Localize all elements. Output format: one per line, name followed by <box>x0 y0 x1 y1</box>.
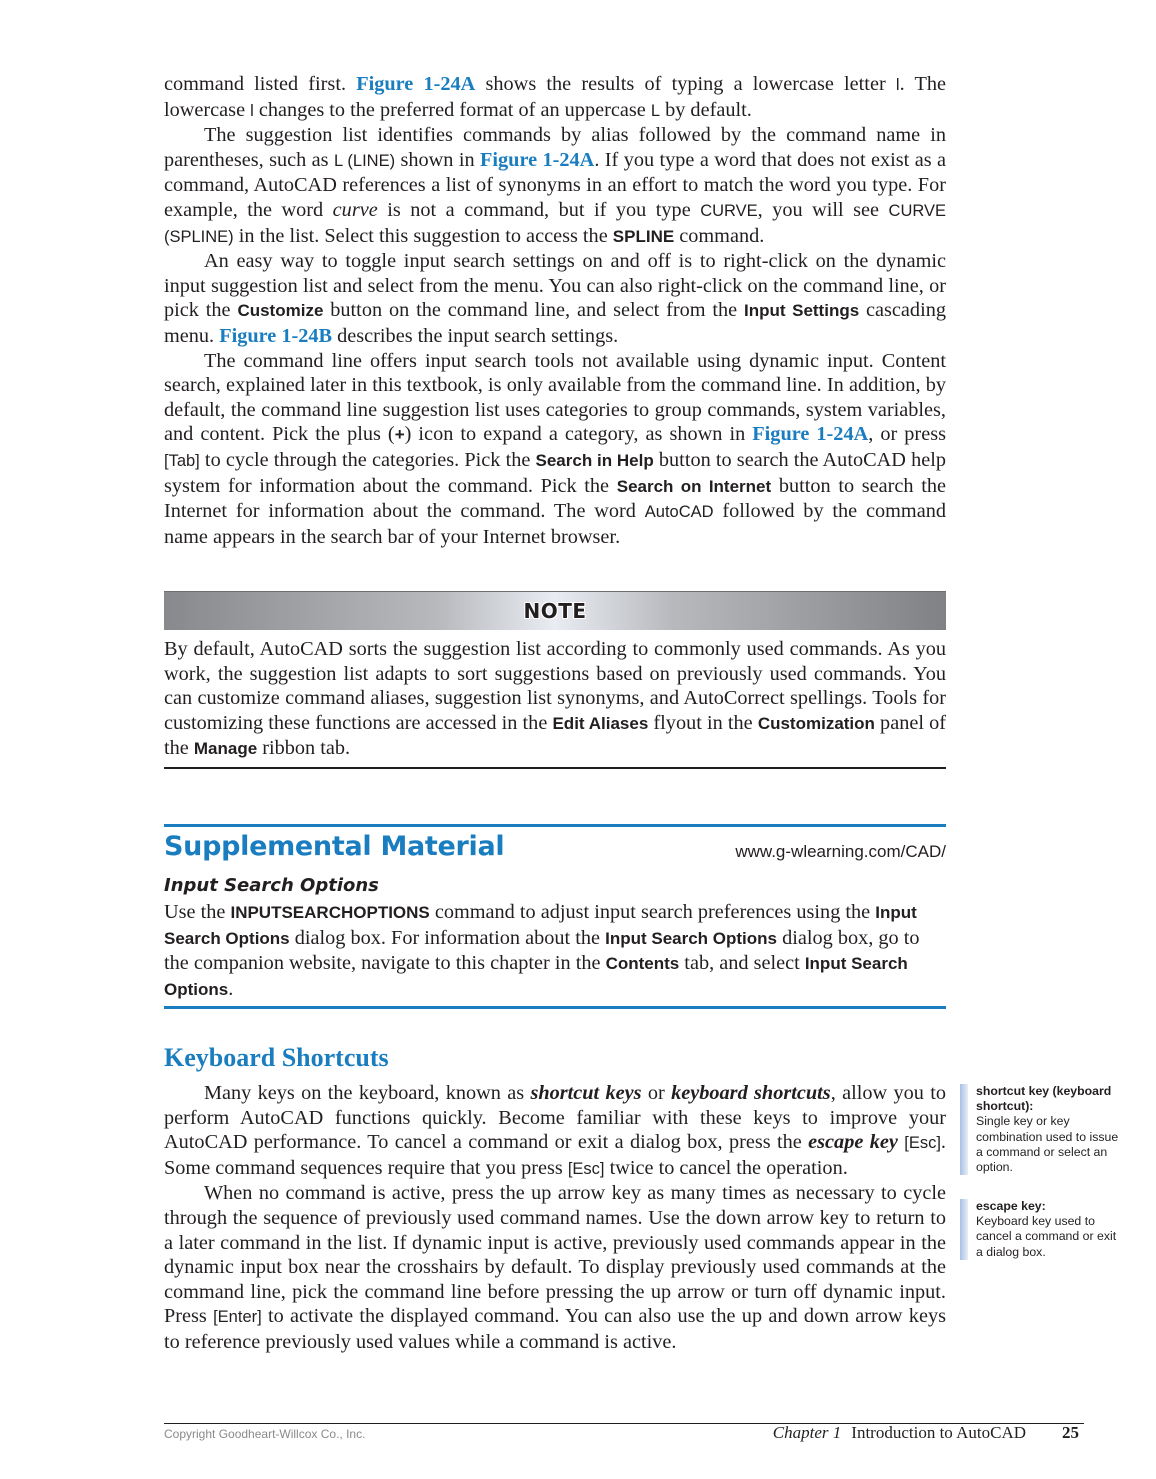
paragraph: An easy way to toggle input search settings on and off is to right-click on the dynamic input suggestion list and select from the menu. You can also right-click on the command line, or pick the Customize button on the command line, and select from the Input Settings cascading menu. Figure 1-24B describes the input search settings. <box>164 250 946 347</box>
margin-note-bar <box>960 1084 968 1175</box>
figure-link[interactable]: Figure 1-24A <box>752 423 869 446</box>
figure-link[interactable]: Figure 1-24A <box>480 148 595 171</box>
footer-chapter <box>773 1423 1026 1443</box>
footer-copyright: Copyright Goodheart-Willcox Co., Inc. <box>164 1427 366 1441</box>
chapter-title: Introduction to AutoCAD <box>851 1423 1026 1442</box>
figure-link[interactable]: Figure 1-24A <box>356 73 476 95</box>
glossary-definition: Single key or key combination used to issue a command or select an option. <box>976 1114 1119 1175</box>
paragraph: The command line offers input search tools not available using dynamic input. Content search, explained later in this textbook, is only available from the command line. In addition, by default, the command line suggestion list uses categories to group commands, system variables, and content. Pick the plus (+) icon to expand a category, as shown in Figure 1-24A, or press [Tab] to cycle through the categories. Pick the Search in Help button to search the AutoCAD help system for information about the command. Pick the Search on Internet button to search the Internet for information about the command. The word AutoCAD followed by the command name appears in the search bar of your Internet browser. <box>164 349 946 548</box>
glossary-term: escape key <box>808 1131 898 1154</box>
note-paragraph: By default, AutoCAD sorts the suggestion list according to commonly used commands. As you work, the suggestion list adapts to sort suggestions based on previously used commands. You can customize command aliases, suggestion list synonyms, and AutoCorrect spellings. Tools for customizing these functions are accessed in the Edit Aliases flyout in the Customization panel of the Manage ribbon tab. <box>164 638 946 760</box>
supplemental-url[interactable]: www.g-wlearning.com/CAD/ <box>735 842 946 861</box>
glossary-definition: Keyboard key used to cancel a command or exit a dialog box. <box>976 1214 1117 1259</box>
glossary-term: keyboard shortcuts <box>671 1082 831 1104</box>
note-body <box>164 637 946 762</box>
paragraph: command listed first. Figure 1-24A shows the results of typing a lowercase letter l. The lowercase l changes to the preferred format of an uppercase L by default. <box>164 73 946 121</box>
supplemental-subtitle: Input Search Options <box>164 875 379 896</box>
margin-note-bar <box>960 1199 968 1260</box>
section-heading: Keyboard Shortcuts <box>164 1043 389 1072</box>
note-bottom-rule <box>164 767 946 769</box>
paragraph: Many keys on the keyboard, known as shortcut keys or keyboard shortcuts, allow you to perform AutoCAD functions quickly. Become familiar with these keys to improve your AutoCAD performance. To cancel a command or exit a dialog box, press the escape key [Esc]. Some command sequences require that you press [Esc] twice to cancel the operation. <box>164 1082 946 1179</box>
glossary-term: shortcut keys <box>530 1082 642 1104</box>
keyboard-body <box>164 1081 946 1355</box>
glossary-term: shortcut key (keyboard shortcut): <box>976 1084 1112 1114</box>
glossary-term: escape key: <box>976 1199 1046 1213</box>
supplemental-paragraph: Use the INPUTSEARCHOPTIONS command to adjust input search preferences using the Input Search Options dialog box. For information about the Input Search Options dialog box, go to the companion website, navigate to this chapter in the Contents tab, and select Input Search Options. <box>164 901 920 1000</box>
margin-glossary-note <box>960 1084 1126 1175</box>
supplemental-bottom-rule <box>164 1006 946 1009</box>
supplemental-body <box>164 900 946 1002</box>
chapter-label: Chapter 1 <box>772 1423 842 1442</box>
supplemental-top-rule <box>164 824 946 827</box>
figure-link[interactable]: Figure 1-24B <box>219 324 333 347</box>
note-title: NOTE <box>523 599 587 623</box>
paragraph: When no command is active, press the up arrow key as many times as necessary to cycle through the sequence of previously used command names. Use the down arrow key to return to a later command in the list. If dynamic input is active, previously used commands appear in the dynamic input box near the crosshairs by default. To display previously used commands at the command line, pick the command line before pressing the up arrow or turn off dynamic input. Press [Enter] to activate the displayed command. You can also use the up and down arrow keys to reference previously used values while a command is active. <box>164 1182 946 1353</box>
body-text-top <box>164 72 946 549</box>
margin-glossary-note <box>960 1199 1126 1260</box>
paragraph: The suggestion list identifies commands by alias followed by the command name in parentheses, such as L (LINE) shown in Figure 1-24A. If you type a word that does not exist as a command, AutoCAD references a list of synonyms in an effort to match the word you type. For example, the word curve is not a command, but if you type CURVE, you will see CURVE (SPLINE) in the list. Select this suggestion to access the SPLINE command. <box>164 124 946 247</box>
page-number: 25 <box>1062 1423 1079 1442</box>
supplemental-title: Supplemental Material <box>164 831 505 862</box>
note-header-bar <box>164 591 946 630</box>
